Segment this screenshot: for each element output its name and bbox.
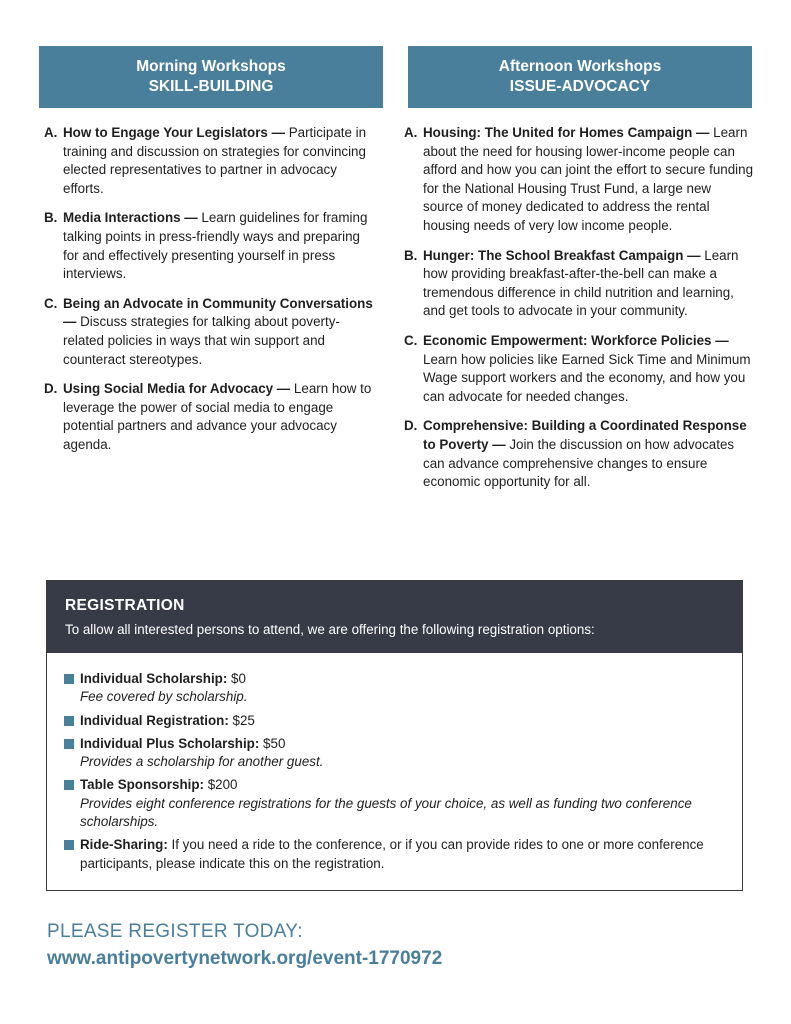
option-value: $25 bbox=[228, 712, 255, 728]
square-bullet-icon bbox=[64, 739, 74, 749]
workshop-title: Economic Empowerment: Workforce Policies — bbox=[423, 332, 729, 348]
option-value: If you need a ride to the conference, or if you can provide rides to one or more conference participants, please indicate this on the registration. bbox=[80, 837, 704, 871]
workshop-title: Hunger: The School Breakfast Campaign — bbox=[423, 247, 701, 263]
workshop-description: Discuss strategies for talking about poverty-related policies in ways that win support and counteract stereotypes. bbox=[63, 314, 340, 367]
workshop-title: Being an Advocate in Community Conversations — bbox=[63, 295, 373, 330]
registration-url-link[interactable]: www.antipovertynetwork.org/event-1770972 bbox=[47, 948, 443, 969]
morning-workshop-d bbox=[44, 380, 379, 454]
workshop-description: Learn how providing breakfast-after-the-bell can make a tremendous difference in child nutrition and learning, and get tools to advocate in your community. bbox=[423, 247, 739, 319]
afternoon-workshop-d bbox=[404, 417, 754, 491]
morning-workshops-header bbox=[39, 46, 383, 108]
option-label: Individual Plus Scholarship: bbox=[80, 735, 260, 751]
option-label: Ride-Sharing: bbox=[80, 837, 168, 853]
square-bullet-icon bbox=[64, 780, 74, 790]
option-label: Individual Registration: bbox=[80, 712, 229, 728]
workshop-letter: D. bbox=[404, 418, 418, 434]
workshop-title: Using Social Media for Advocacy — bbox=[63, 381, 291, 397]
option-value: $200 bbox=[204, 777, 238, 793]
workshop-title: Media Interactions — bbox=[63, 210, 198, 226]
square-bullet-icon bbox=[64, 716, 74, 726]
square-bullet-icon bbox=[64, 840, 74, 850]
workshop-title: Housing: The United for Homes Campaign — bbox=[423, 125, 710, 140]
option-note: Provides a scholarship for another guest. bbox=[80, 754, 324, 770]
option-value: $0 bbox=[227, 671, 246, 686]
morning-header-title: Morning Workshops bbox=[136, 58, 286, 75]
registration-option-individual-registration bbox=[64, 712, 742, 730]
workshop-letter: D. bbox=[44, 381, 58, 397]
morning-workshop-b bbox=[44, 209, 379, 283]
afternoon-workshop-list bbox=[404, 124, 754, 503]
square-bullet-icon bbox=[64, 674, 74, 684]
afternoon-workshop-b bbox=[404, 247, 754, 321]
afternoon-workshop-c bbox=[404, 332, 754, 406]
registration-header bbox=[47, 581, 742, 653]
morning-workshop-c bbox=[44, 295, 379, 369]
option-label: Individual Scholarship: bbox=[80, 671, 228, 686]
workshop-description: Learn how policies like Earned Sick Time and Minimum Wage support workers and the economy, and how you can advocate for needed changes. bbox=[423, 351, 751, 404]
workshop-title: How to Engage Your Legislators — bbox=[63, 125, 285, 140]
workshop-description: Learn guidelines for framing talking points in press-friendly ways and preparing for and effectively presenting yourself in press interviews. bbox=[63, 210, 368, 282]
workshop-letter: B. bbox=[44, 210, 58, 226]
workshop-letter: C. bbox=[44, 295, 58, 311]
registration-title: REGISTRATION bbox=[65, 597, 185, 614]
morning-workshop-list bbox=[44, 124, 379, 466]
afternoon-header-subtitle: ISSUE-ADVOCACY bbox=[509, 78, 651, 95]
registration-option-ride-sharing bbox=[64, 836, 742, 873]
option-note: Provides eight conference registrations for the guests of your choice, as well as funding two conference scholarships. bbox=[80, 795, 692, 830]
registration-option-table-sponsorship bbox=[64, 776, 742, 831]
morning-header-subtitle: SKILL-BUILDING bbox=[148, 78, 274, 95]
registration-option-individual-scholarship bbox=[64, 670, 742, 707]
option-value: $50 bbox=[259, 735, 286, 751]
registration-option-individual-plus-scholarship bbox=[64, 735, 742, 772]
workshop-letter: A. bbox=[404, 125, 418, 140]
option-label: Table Sponsorship: bbox=[80, 777, 204, 793]
registration-box bbox=[46, 580, 743, 891]
afternoon-workshop-a bbox=[404, 124, 754, 236]
afternoon-header-title: Afternoon Workshops bbox=[498, 58, 662, 75]
workshop-description: Join the discussion on how advocates can advance comprehensive changes to ensure economic opportunity for all. bbox=[423, 436, 735, 490]
morning-workshop-a bbox=[44, 124, 379, 198]
register-call-to-action: PLEASE REGISTER TODAY: bbox=[47, 921, 303, 942]
workshop-description: Participate in training and discussion on strategies for convincing elected representatives to partner in advocacy efforts. bbox=[63, 125, 367, 196]
afternoon-workshops-header bbox=[408, 46, 752, 108]
workshop-description: Learn about the need for housing lower-income people can afford and how you can joint the effort to secure funding for the National Housing Trust Fund, a large new source of money dedicated to address the rental housing needs of very low income people. bbox=[423, 125, 754, 233]
option-note: Fee covered by scholarship. bbox=[80, 689, 248, 705]
workshop-description: Learn how to leverage the power of social media to engage potential partners and advance your advocacy agenda. bbox=[63, 381, 372, 452]
registration-options bbox=[47, 653, 742, 873]
workshop-letter: B. bbox=[404, 247, 418, 263]
registration-intro: To allow all interested persons to attend, we are offering the following registration options: bbox=[65, 622, 595, 637]
workshop-title: Comprehensive: Building a Coordinated Response to Poverty — bbox=[423, 418, 747, 452]
workshop-letter: A. bbox=[44, 125, 58, 140]
workshop-letter: C. bbox=[404, 332, 418, 348]
